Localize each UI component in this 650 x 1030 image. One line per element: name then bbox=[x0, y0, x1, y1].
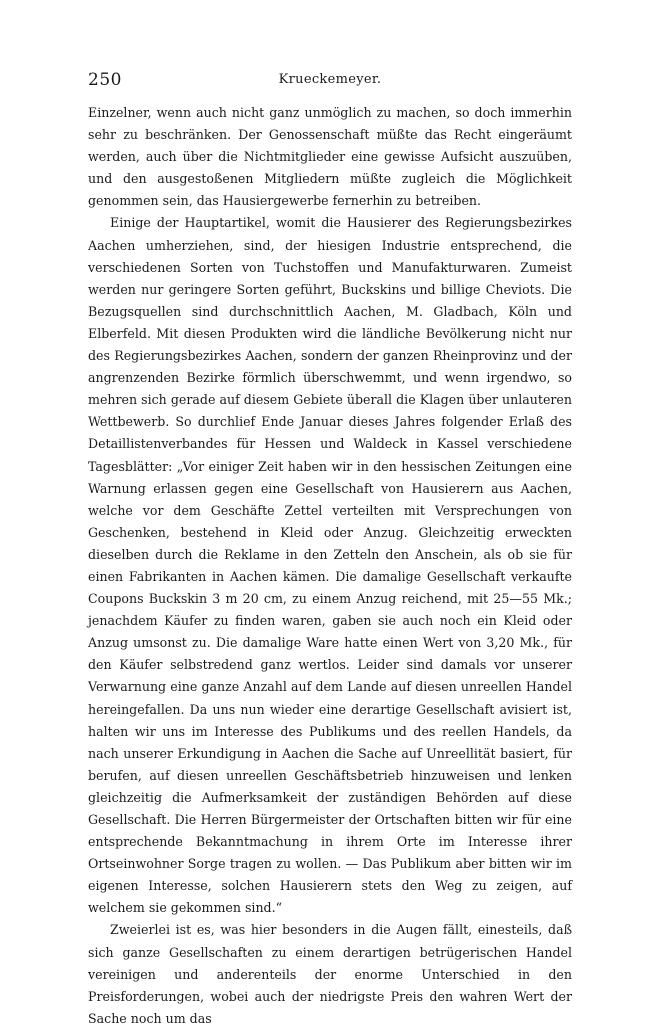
paragraph-continued: Einzelner, wenn auch nicht ganz unmöglich zu machen, so doch immerhin sehr zu beschränken. Der Genossenschaft müßte das Recht eingeräumt werden, auch über die Nichtmitglieder eine gewisse Aufsicht auszuüben, und den ausgestoßenen Mitgliedern müßte zugleich die Möglichkeit genommen sein, das Hausiergewerbe fernerhin zu betreiben. bbox=[88, 105, 572, 209]
paragraph-zweierlei: Zweierlei ist es, was hier besonders in die Augen fällt, einesteils, daß sich ganze Gesellschaften zu einem derartigen betrügerischen Handel vereinigen und anderenteils der enorme Unterschied in den Preisforderungen, wobei auch der niedrigste Preis den wahren Wert der Sache noch um das bbox=[88, 922, 572, 1026]
running-head bbox=[88, 70, 572, 94]
running-title: Krueckemeyer. bbox=[278, 72, 382, 87]
book-page bbox=[88, 70, 572, 1030]
page-number: 250 bbox=[88, 70, 122, 90]
body-text bbox=[88, 102, 572, 1030]
paragraph-hausierer-artikel: Einige der Hauptartikel, womit die Hausierer des Regierungsbezirkes Aachen umherziehen, sind, der hiesigen Industrie entsprechend, die verschiedenen Sorten von Tuchstoffen und Manufakturwaren. Zumeist werden nur geringere Sorten geführt, Buckskins und billige Cheviots. Die Bezugsquellen sind durchschnittlich Aachen, M. Gladbach, Köln und Elberfeld. Mit diesen Produkten wird die ländliche Bevölkerung nicht nur des Regierungsbezirkes Aachen, sondern der ganzen Rheinprovinz und der angrenzenden Bezirke förmlich überschwemmt, und wenn irgendwo, so mehren sich gerade auf diesem Gebiete überall die Klagen über unlauteren Wettbewerb. So durchlief Ende Januar dieses Jahres folgender Erlaß des Detaillistenverbandes für Hessen und Waldeck in Kassel verschiedene Tagesblätter: „Vor einiger Zeit haben wir in den hessischen Zeitungen eine Warnung erlassen gegen eine Gesellschaft von Hausierern aus Aachen, welche vor dem Geschäfte Zettel verteilten mit Versprechungen von Geschenken, bestehend in Kleid oder Anzug. Gleichzeitig erweckten dieselben durch die Reklame in den Zetteln den Anschein, als ob sie für einen Fabrikanten in Aachen kämen. Die damalige Gesellschaft verkaufte Coupons Buckskin 3 m 20 cm, zu einem Anzug reichend, mit 25—55 Mk.; jenachdem Käufer zu finden waren, gaben sie auch noch ein Kleid oder Anzug umsonst zu. Die damalige Ware hatte einen Wert von 3,20 Mk., für den Käufer selbstredend ganz wertlos. Leider sind damals vor unserer Verwarnung eine ganze Anzahl auf dem Lande auf diesen unreellen Handel hereingefallen. Da uns nun wieder eine derartige Gesellschaft avisiert ist, halten wir uns im Interesse des Publikums und des reellen Handels, da nach unserer Erkundigung in Aachen die Sache auf Unreellität basiert, für berufen, auf diesen unreellen Geschäftsbetrieb hinzuweisen und lenken gleichzeitig die Aufmerksamkeit der zuständigen Behörden auf diese Gesellschaft. Die Herren Bürgermeister der Ortschaften bitten wir für eine entsprechende Bekanntmachung in ihrem Orte im Interesse ihrer Ortseinwohner Sorge tragen zu wollen. — Das Publikum aber bitten wir im eigenen Interesse, solchen Hausierern stets den Weg zu zeigen, auf welchem sie gekommen sind.“ bbox=[88, 215, 572, 916]
